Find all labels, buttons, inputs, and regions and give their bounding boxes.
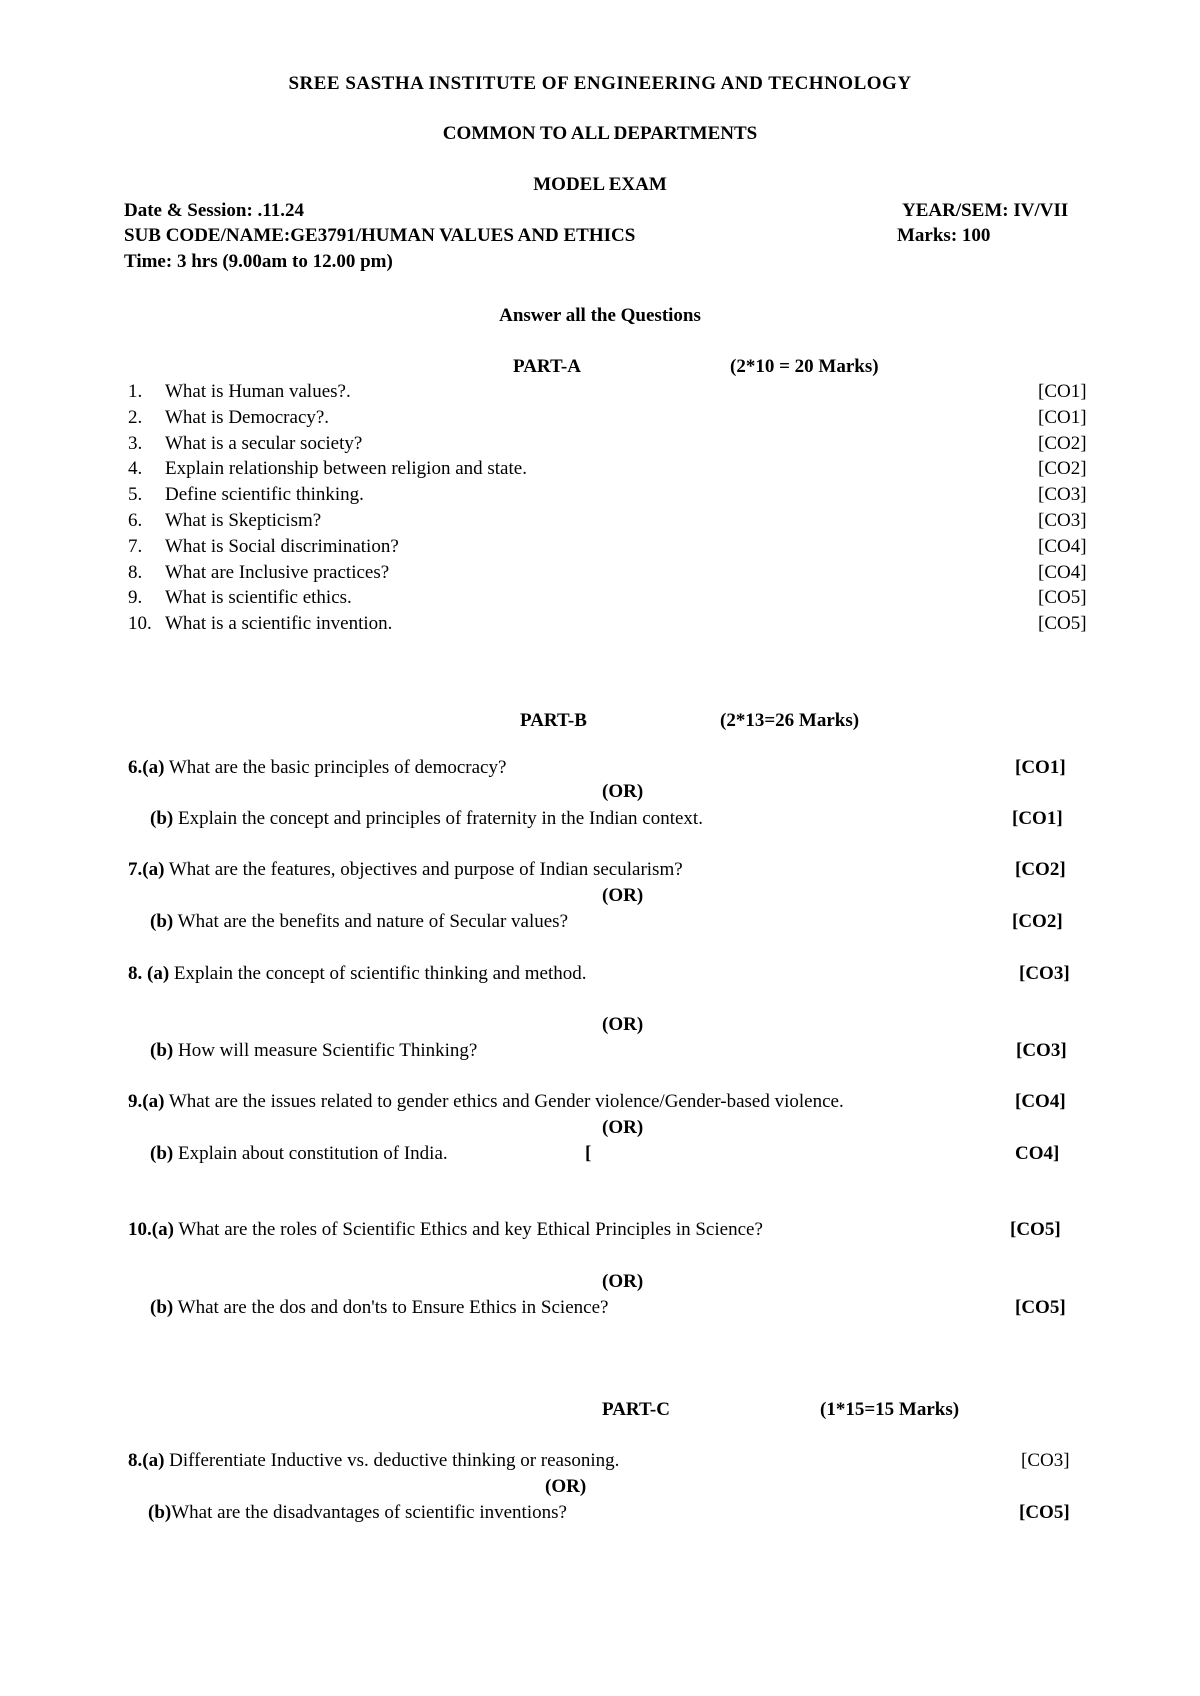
question-text: What are the issues related to gender ethics and Gender violence/Gender-based violence.	[164, 1091, 844, 1112]
exam-title: MODEL EXAM	[533, 174, 667, 195]
co-tag: [CO2]	[1015, 859, 1066, 880]
question-number: 5.	[128, 484, 143, 505]
question-number: 9.	[128, 587, 143, 608]
institute-name: SREE SASTHA INSTITUTE OF ENGINEERING AND TECHNOLOGY	[288, 73, 912, 94]
question-7b	[150, 910, 568, 934]
year-sem: YEAR/SEM: IV/VII	[902, 200, 1069, 221]
or-separator: (OR)	[602, 1271, 644, 1292]
co-tag: [CO1]	[1012, 808, 1063, 829]
question-label: 8.(a)	[128, 1450, 165, 1471]
co-tag: [CO5]	[1015, 1297, 1066, 1318]
question-10b	[150, 1296, 608, 1320]
question-number: 10.	[128, 613, 152, 634]
question-text: Explain relationship between religion and state.	[165, 458, 527, 479]
part-b-marks: (2*13=26 Marks)	[720, 710, 860, 731]
co-tag: [CO2]	[1038, 458, 1087, 479]
question-label: (b)	[150, 1040, 174, 1061]
question-number: 4.	[128, 458, 143, 479]
co-tag: [CO3]	[1038, 484, 1087, 505]
question-text: Define scientific thinking.	[165, 484, 364, 505]
question-text: Differentiate Inductive vs. deductive thinking or reasoning.	[164, 1450, 620, 1471]
question-number: 1.	[128, 381, 143, 402]
question-text: Explain the concept of scientific thinking and method.	[169, 963, 587, 984]
part-a-title: PART-A	[513, 356, 581, 377]
question-8a	[128, 962, 587, 986]
question-label: (b)	[150, 911, 174, 932]
question-text: What is Human values?.	[165, 381, 351, 402]
question-label: 10.(a)	[128, 1219, 174, 1240]
question-text: What is Democracy?.	[165, 407, 330, 428]
question-number: 8.	[128, 562, 143, 583]
question-6b	[150, 807, 703, 831]
co-tag: [CO4]	[1038, 562, 1087, 583]
co-tag: [CO1]	[1038, 407, 1087, 428]
subject-code-name: SUB CODE/NAME:GE3791/HUMAN VALUES AND ETHICS	[124, 225, 636, 246]
question-text: What is Skepticism?	[165, 510, 322, 531]
question-text: What are the features, objectives and purpose of Indian secularism?	[164, 859, 683, 880]
question-10a	[128, 1218, 763, 1242]
question-text: What is a secular society?	[165, 433, 363, 454]
question-text: What are the dos and don'ts to Ensure Ethics in Science?	[173, 1297, 609, 1318]
or-separator: (OR)	[602, 1014, 644, 1035]
exam-time: Time: 3 hrs (9.00am to 12.00 pm)	[124, 251, 393, 272]
part-c-title: PART-C	[602, 1399, 670, 1420]
question-label: 6.(a)	[128, 757, 165, 778]
or-separator: (OR)	[602, 781, 644, 802]
question-9a	[128, 1090, 844, 1114]
or-separator: (OR)	[545, 1476, 587, 1497]
question-text: What are the benefits and nature of Secular values?	[173, 911, 569, 932]
question-number: 3.	[128, 433, 143, 454]
part-a-marks: (2*10 = 20 Marks)	[730, 356, 879, 377]
question-text: Explain about constitution of India.	[173, 1143, 448, 1164]
question-8b	[150, 1039, 477, 1063]
or-separator: (OR)	[602, 885, 644, 906]
question-number: 7.	[128, 536, 143, 557]
co-tag: [CO4]	[1038, 536, 1087, 557]
question-number: 6.	[128, 510, 143, 531]
total-marks: Marks: 100	[897, 225, 991, 246]
question-text: What is a scientific invention.	[165, 613, 393, 634]
question-label: (b)	[150, 1143, 174, 1164]
question-text: What is scientific ethics.	[165, 587, 352, 608]
question-7a	[128, 858, 683, 882]
co-tag: [CO4]	[1015, 1091, 1066, 1112]
question-text: What is Social discrimination?	[165, 536, 399, 557]
instruction: Answer all the Questions	[499, 305, 701, 326]
co-tag: [CO5]	[1019, 1502, 1070, 1523]
part-c-marks: (1*15=15 Marks)	[820, 1399, 960, 1420]
question-label: (b)	[150, 1297, 174, 1318]
co-tag: [CO5]	[1038, 587, 1087, 608]
departments-line: COMMON TO ALL DEPARTMENTS	[442, 123, 758, 144]
question-text: What are Inclusive practices?	[165, 562, 390, 583]
co-tag: [CO1]	[1015, 757, 1066, 778]
co-tag: [CO5]	[1010, 1219, 1061, 1240]
question-label: 9.(a)	[128, 1091, 165, 1112]
co-tag: [CO3]	[1019, 963, 1070, 984]
co-tag: [CO5]	[1038, 613, 1087, 634]
date-session: Date & Session: .11.24	[124, 200, 304, 221]
co-tag: [CO1]	[1038, 381, 1087, 402]
part-b-title: PART-B	[520, 710, 587, 731]
question-9b	[150, 1142, 448, 1166]
question-label: (b)	[150, 808, 174, 829]
co-tag: [CO3]	[1021, 1450, 1070, 1471]
co-tag: [CO2]	[1038, 433, 1087, 454]
question-text: What are the roles of Scientific Ethics and key Ethical Principles in Science?	[173, 1219, 763, 1240]
question-text: What are the basic principles of democracy?	[164, 757, 507, 778]
question-label: 7.(a)	[128, 859, 165, 880]
question-label: (b)	[148, 1502, 172, 1523]
question-text: Explain the concept and principles of fraternity in the Indian context.	[173, 808, 703, 829]
question-number: 2.	[128, 407, 143, 428]
co-tag: [CO3]	[1016, 1040, 1067, 1061]
question-text: What are the disadvantages of scientific inventions?	[171, 1502, 567, 1523]
or-separator: (OR)	[602, 1117, 644, 1138]
question-c8b	[148, 1501, 567, 1525]
question-label: 8. (a)	[128, 963, 170, 984]
co-tag: [CO2]	[1012, 911, 1063, 932]
question-c8a	[128, 1449, 619, 1473]
co-tag: CO4]	[1015, 1143, 1060, 1164]
co-tag: [CO3]	[1038, 510, 1087, 531]
bracket-fragment: [	[585, 1143, 592, 1164]
question-text: How will measure Scientific Thinking?	[173, 1040, 478, 1061]
question-6a	[128, 756, 506, 780]
